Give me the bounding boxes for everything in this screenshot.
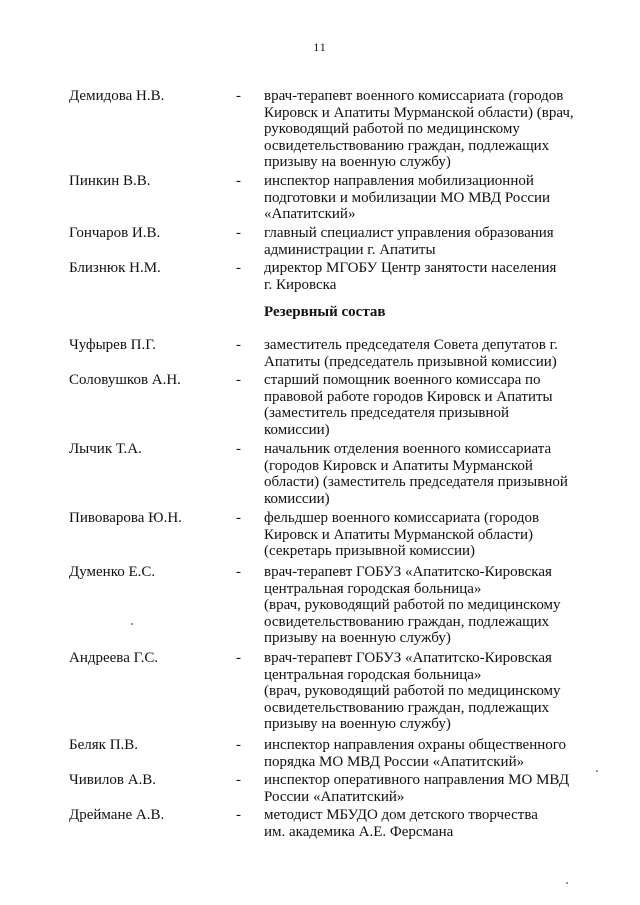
member-position-line: призыву на военную службу) (264, 154, 451, 170)
member-position-line: главный специалист управления образования (264, 225, 554, 241)
member-position-line: инспектор направления охраны общественного (264, 737, 567, 753)
member-position-line: фельдшер военного комиссариата (городов (264, 510, 540, 526)
member-position-line: освидетельствованию граждан, подлежащих (264, 613, 550, 630)
member-position-line: им. академика А.Е. Ферсмана (264, 823, 454, 840)
member-position-line: области) (заместитель председателя призывной (264, 474, 568, 490)
member-position-line: директор МГОБУ Центр занятости населения (264, 260, 557, 276)
member-position-line: «Апатитский» (264, 206, 356, 222)
member-position (264, 372, 594, 438)
member-position (264, 173, 594, 223)
member-position-line: Кировск и Апатиты Мурманской области) (врач, (264, 104, 574, 121)
member-name: Чивилов А.В. (69, 772, 157, 788)
member-name: Соловушков А.Н. (69, 372, 181, 388)
member-position-line: порядка МО МВД России «Апатитский» (264, 753, 525, 770)
member-position-line: врач-терапевт ГОБУЗ «Апатитско-Кировская (264, 564, 552, 580)
member-dash: - (236, 337, 241, 353)
member-name: Пинкин В.В. (69, 173, 151, 189)
member-position-line: инспектор оперативного направления МО МВД (264, 772, 570, 788)
member-dash: - (236, 173, 241, 189)
member-dash: - (236, 225, 241, 241)
member-name: Лычик Т.А. (69, 441, 142, 457)
member-position-line: (городов Кировск и Апатиты Мурманской (264, 457, 533, 474)
member-position-line: Кировск и Апатиты Мурманской области) (264, 526, 534, 543)
member-position-line: подготовки и мобилизации МО МВД России (264, 189, 551, 206)
member-position-line: (секретарь призывной комиссии) (264, 543, 475, 559)
member-name: Демидова Н.В. (69, 88, 165, 104)
member-name: Андреева Г.С. (69, 650, 159, 666)
member-position-line: инспектор направления мобилизационной (264, 173, 534, 189)
member-position-line: (врач, руководящий работой по медицинскому (264, 597, 561, 613)
member-dash: - (236, 737, 241, 753)
member-dash: - (236, 564, 241, 580)
member-position-line: старший помощник военного комиссара по (264, 372, 541, 388)
member-position-line: руководящий работой по медицинскому (264, 121, 520, 137)
member-position-line: призыву на военную службу) (264, 630, 451, 646)
member-dash: - (236, 650, 241, 666)
member-name: Пивоварова Ю.Н. (69, 510, 182, 526)
page-number: 11 (313, 40, 327, 54)
member-name: Чуфырев П.Г. (69, 337, 156, 353)
member-dash: - (236, 88, 241, 104)
member-position-line: центральная городская больница» (264, 580, 482, 597)
member-position (264, 441, 594, 507)
member-position-line: методист МБУДО дом детского творчества (264, 807, 538, 823)
member-position (264, 772, 594, 805)
member-position-line: (заместитель председателя призывной (264, 405, 509, 421)
member-position-line: врач-терапевт военного комиссариата (городов (264, 88, 564, 104)
scan-speck (596, 770, 598, 772)
member-name: Дреймане А.В. (69, 807, 165, 823)
member-position-line: центральная городская больница» (264, 666, 482, 683)
member-position (264, 260, 594, 293)
member-position (264, 88, 594, 171)
reserve-section-title: Резервный состав (264, 304, 386, 320)
member-position-line: России «Апатитский» (264, 788, 405, 805)
member-position (264, 510, 594, 560)
member-dash: - (236, 807, 241, 823)
member-position-line: призыву на военную службу) (264, 716, 451, 732)
member-position (264, 807, 594, 840)
member-position (264, 337, 594, 370)
member-name: Близнюк Н.М. (69, 260, 161, 276)
member-dash: - (236, 772, 241, 788)
member-dash: - (236, 372, 241, 388)
member-dash: - (236, 510, 241, 526)
member-position-line: комиссии) (264, 421, 330, 438)
member-position-line: освидетельствованию граждан, подлежащих (264, 699, 550, 716)
member-position-line: комиссии) (264, 490, 330, 507)
member-position-line: администрации г. Апатиты (264, 241, 436, 258)
member-position-line: правовой работе городов Кировск и Апатиты (264, 388, 553, 405)
member-name: Думенко Е.С. (69, 564, 156, 580)
member-position-line: г. Кировска (264, 276, 337, 293)
member-dash: - (236, 441, 241, 457)
member-position-line: Апатиты (председатель призывной комиссии) (264, 353, 557, 370)
member-name: Гончаров И.В. (69, 225, 161, 241)
member-position-line: заместитель председателя Совета депутатов г. (264, 337, 558, 353)
member-position-line: освидетельствованию граждан, подлежащих (264, 137, 550, 154)
member-position-line: (врач, руководящий работой по медицинскому (264, 683, 561, 699)
member-position (264, 650, 594, 733)
member-position-line: начальник отделения военного комиссариата (264, 441, 552, 457)
member-position-line: врач-терапевт ГОБУЗ «Апатитско-Кировская (264, 650, 552, 666)
member-position (264, 564, 594, 647)
member-position (264, 225, 594, 258)
member-name: Беляк П.В. (69, 737, 139, 753)
scan-speck (131, 623, 133, 625)
member-position (264, 737, 594, 770)
scan-speck (566, 882, 568, 884)
member-dash: - (236, 260, 241, 276)
